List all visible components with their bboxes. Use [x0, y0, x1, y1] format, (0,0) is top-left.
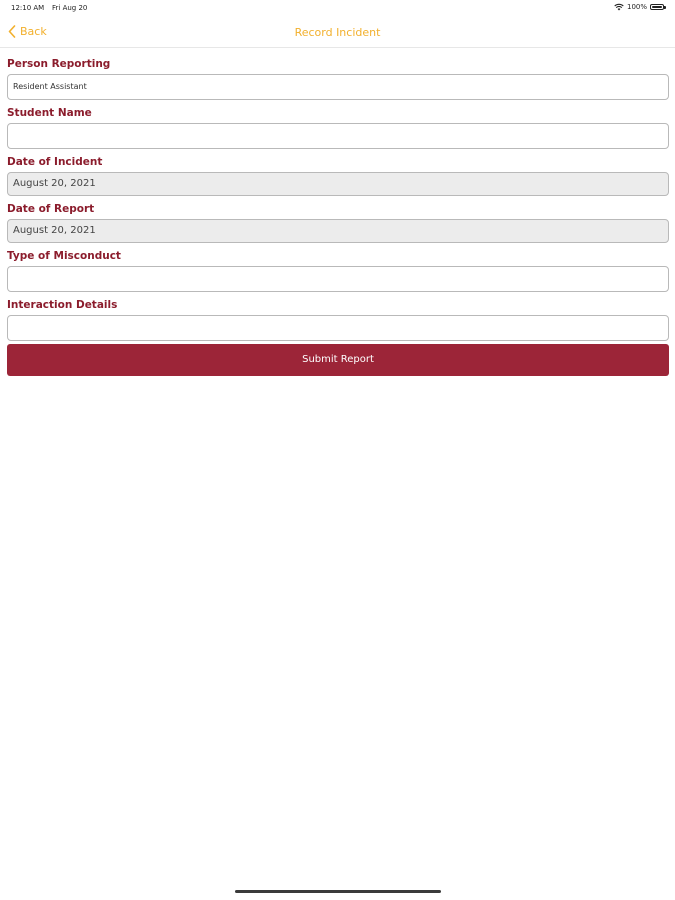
submit-report-button[interactable]: Submit Report	[7, 344, 669, 376]
home-indicator	[235, 890, 441, 893]
back-label: Back	[20, 25, 47, 38]
person-reporting-group	[7, 54, 669, 100]
date-of-report-group	[7, 199, 669, 243]
status-right	[614, 3, 664, 11]
date-of-incident-group	[7, 152, 669, 196]
battery-fill	[652, 6, 662, 8]
nav-bar	[0, 18, 675, 48]
battery-percent: 100%	[626, 3, 647, 11]
battery-icon	[650, 4, 664, 10]
status-bar	[0, 0, 675, 18]
student-name-input[interactable]	[7, 123, 669, 149]
status-time: 12:10 AM	[11, 4, 45, 12]
date-of-report-field[interactable]: August 20, 2021	[7, 219, 669, 243]
person-reporting-label: Person Reporting	[7, 58, 111, 70]
incident-form	[7, 54, 669, 376]
date-of-incident-field[interactable]: August 20, 2021	[7, 172, 669, 196]
interaction-details-input[interactable]	[7, 315, 669, 341]
status-date: Fri Aug 20	[52, 4, 88, 12]
page-title: Record Incident	[294, 26, 381, 39]
date-of-incident-label: Date of Incident	[7, 156, 103, 168]
type-of-misconduct-label: Type of Misconduct	[7, 250, 121, 262]
person-reporting-input[interactable]: Resident Assistant	[7, 74, 669, 100]
wifi-icon	[614, 3, 624, 11]
student-name-group	[7, 103, 669, 149]
battery-tip	[664, 6, 666, 9]
student-name-label: Student Name	[7, 107, 92, 119]
type-of-misconduct-input[interactable]	[7, 266, 669, 292]
date-of-report-label: Date of Report	[7, 203, 95, 215]
interaction-details-label: Interaction Details	[7, 299, 118, 311]
interaction-details-group	[7, 295, 669, 341]
type-of-misconduct-group	[7, 246, 669, 292]
